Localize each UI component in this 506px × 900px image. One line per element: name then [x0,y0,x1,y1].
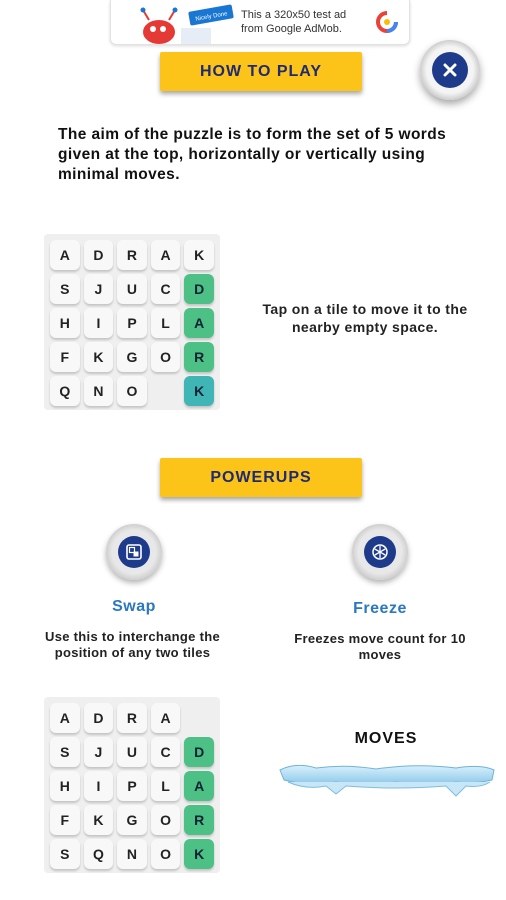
letter-tile[interactable]: C [151,274,181,304]
grid2-row [48,735,216,769]
grid2-row [48,701,216,735]
letter-tile[interactable]: S [50,839,80,869]
letter-tile[interactable]: D [84,703,114,733]
letter-tile[interactable]: P [117,308,147,338]
moves-label: MOVES [354,730,418,747]
swap-description: Use this to interchange the position of any two tiles [45,629,220,660]
swap-icon [118,536,150,568]
ad-banner[interactable] [110,0,410,45]
grid2-row [48,837,216,871]
letter-tile[interactable]: O [151,839,181,869]
frozen-moves-bar [276,760,498,800]
empty-slot[interactable] [184,703,214,733]
letter-tile[interactable]: Q [84,839,114,869]
letter-tile[interactable]: J [84,274,114,304]
grid1-row [48,340,216,374]
letter-tile[interactable]: H [50,771,80,801]
letter-tile[interactable]: A [50,703,80,733]
letter-tile[interactable]: R [184,805,214,835]
letter-tile[interactable]: F [50,342,80,372]
ad-text-line1: This a 320x50 test ad [241,9,347,21]
close-button[interactable] [420,40,480,100]
close-icon [432,52,468,88]
letter-tile[interactable]: A [151,703,181,733]
swap-powerup-button[interactable] [106,524,162,580]
letter-tile[interactable]: I [84,308,114,338]
grid1-row [48,306,216,340]
letter-tile[interactable]: G [117,342,147,372]
letter-tile[interactable]: S [50,274,80,304]
letter-tile[interactable]: A [184,308,214,338]
grid2-row [48,803,216,837]
letter-tile[interactable]: A [184,771,214,801]
ad-text-line2: from Google AdMob. [241,23,342,35]
letter-tile[interactable]: A [50,240,80,270]
letter-tile[interactable]: K [84,805,114,835]
letter-tile[interactable]: R [117,240,147,270]
example-grid-swap [44,697,220,873]
freeze-powerup-button[interactable] [352,524,408,580]
how-to-play-banner: HOW TO PLAY [160,52,362,91]
swap-title: Swap [112,598,156,615]
letter-tile[interactable]: J [84,737,114,767]
letter-tile[interactable]: K [84,342,114,372]
grid1-row [48,272,216,306]
letter-tile[interactable]: F [50,805,80,835]
ad-text [241,8,381,36]
grid2-row [48,769,216,803]
aim-text: The aim of the puzzle is to form the set of 5 words given at the top, horizontally or vertically using minimal moves. [58,126,447,183]
letter-tile[interactable]: S [50,737,80,767]
letter-tile[interactable]: R [184,342,214,372]
empty-slot[interactable] [151,376,181,406]
letter-tile[interactable]: G [117,805,147,835]
letter-tile[interactable]: K [184,240,214,270]
grid1-row [48,238,216,272]
tap-instructions: Tap on a tile to move it to the nearby empty space. [262,301,468,335]
ad-illustration [119,2,237,44]
powerups-banner: POWERUPS [160,458,362,497]
letter-tile[interactable]: L [151,308,181,338]
letter-tile[interactable]: N [84,376,114,406]
letter-tile[interactable]: K [184,839,214,869]
letter-tile[interactable]: O [151,342,181,372]
ad-badge-text: Nicely Done [195,11,228,23]
admob-logo-icon [375,10,399,34]
letter-tile[interactable]: O [151,805,181,835]
letter-tile[interactable]: A [151,240,181,270]
letter-tile[interactable]: Q [50,376,80,406]
letter-tile[interactable]: D [184,737,214,767]
freeze-icon [364,536,396,568]
letter-tile[interactable]: D [184,274,214,304]
letter-tile[interactable]: D [84,240,114,270]
letter-tile[interactable]: N [117,839,147,869]
letter-tile[interactable]: K [184,376,214,406]
letter-tile[interactable]: L [151,771,181,801]
freeze-title: Freeze [353,600,407,617]
letter-tile[interactable]: U [117,737,147,767]
letter-tile[interactable]: I [84,771,114,801]
letter-tile[interactable]: H [50,308,80,338]
letter-tile[interactable]: O [117,376,147,406]
letter-tile[interactable]: P [117,771,147,801]
letter-tile[interactable]: U [117,274,147,304]
grid1-row [48,374,216,408]
letter-tile[interactable]: R [117,703,147,733]
letter-tile[interactable]: C [151,737,181,767]
example-grid-move [44,234,220,410]
freeze-description: Freezes move count for 10 moves [294,631,466,662]
